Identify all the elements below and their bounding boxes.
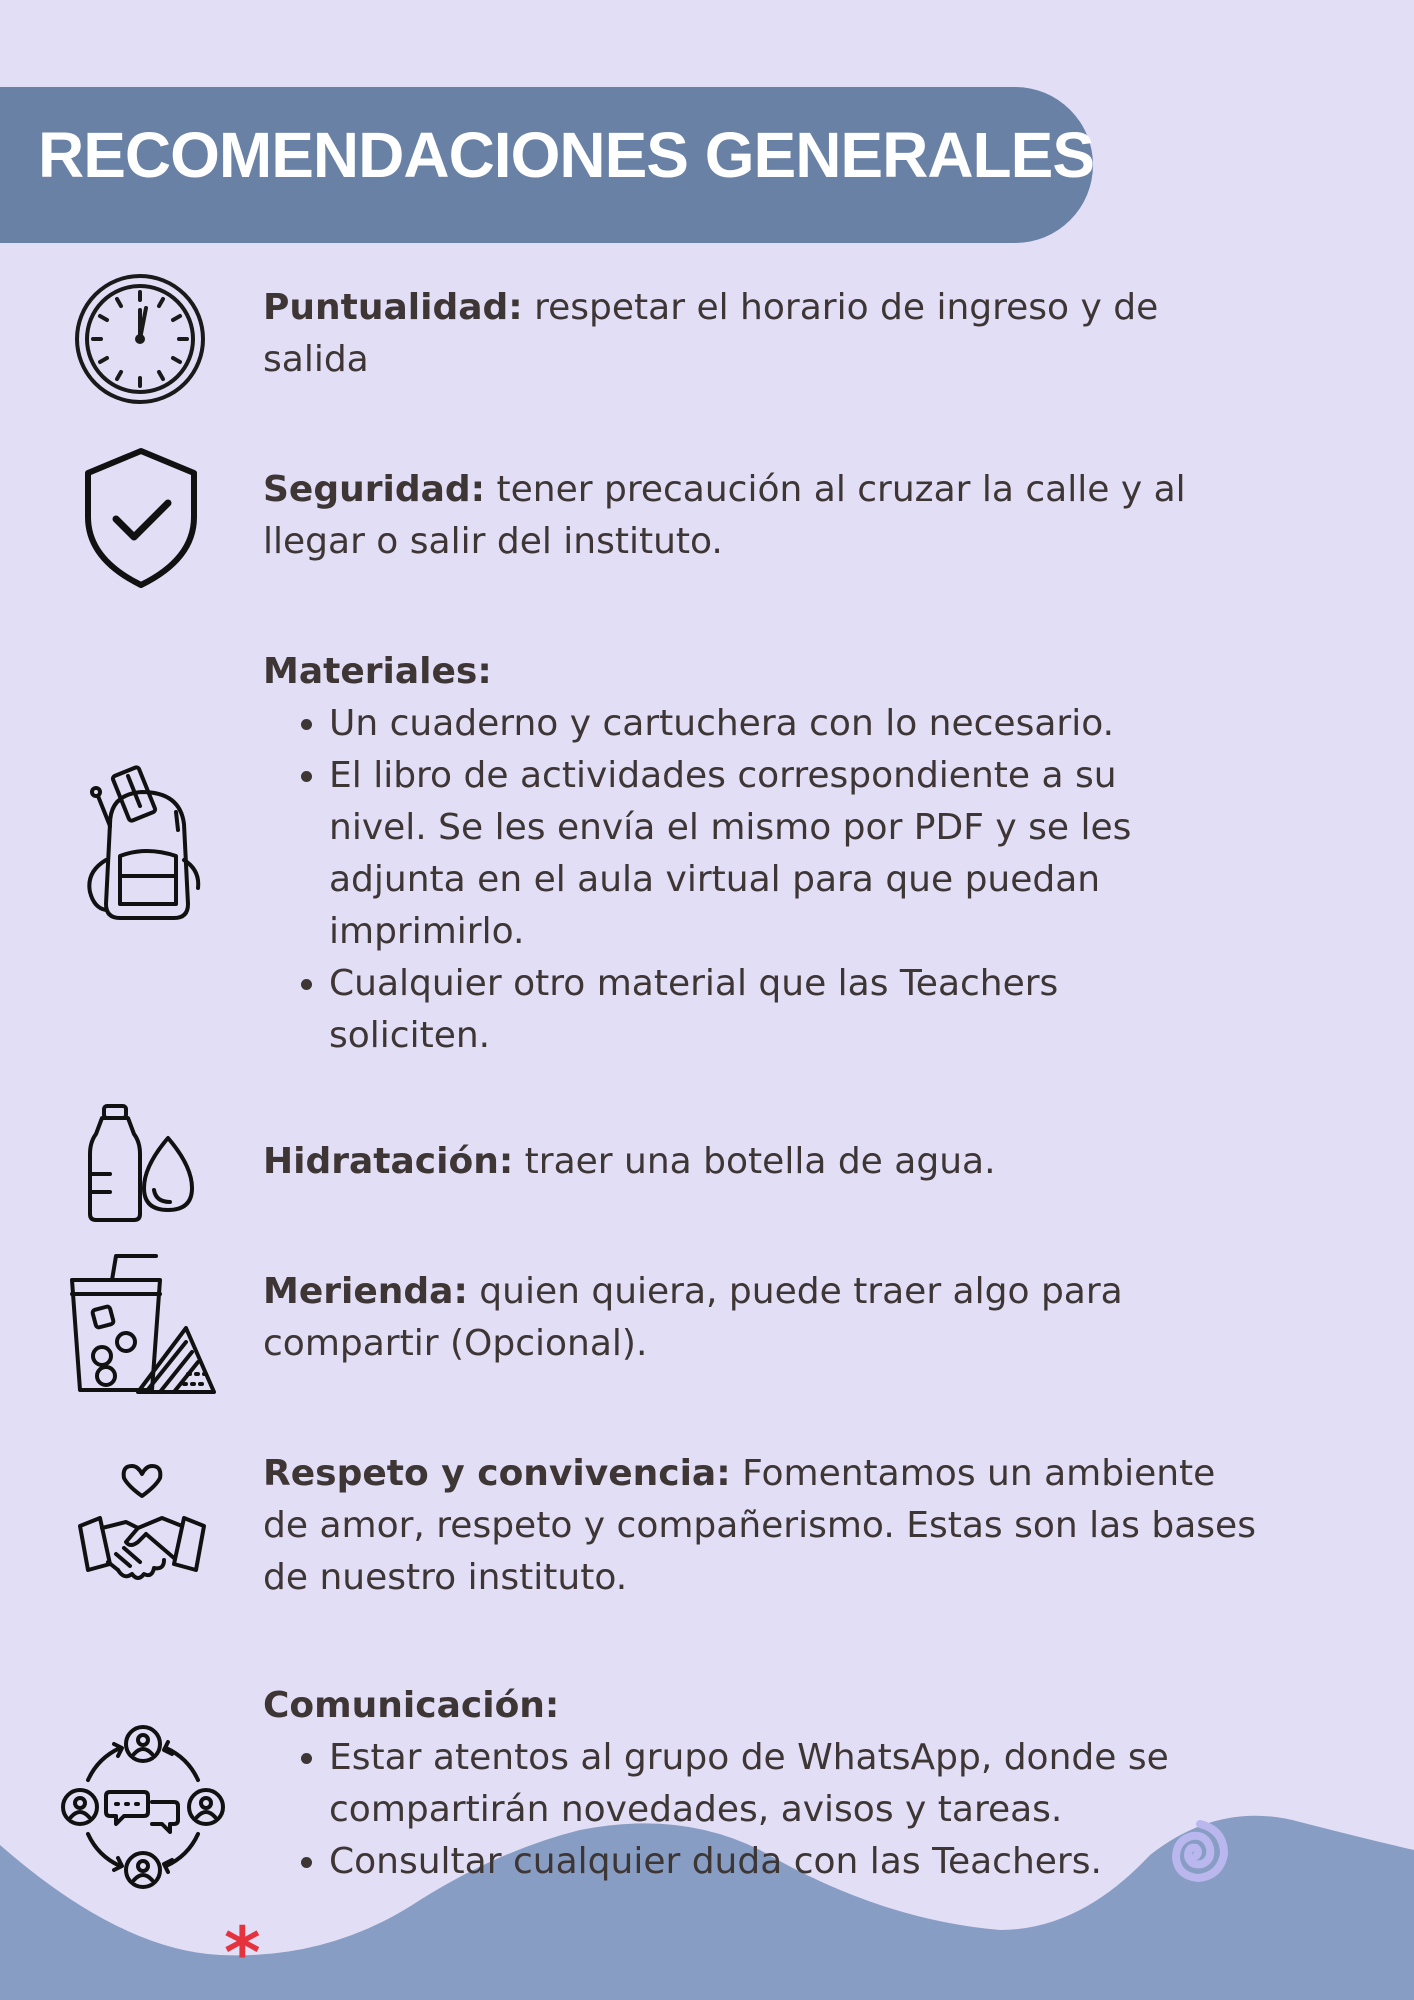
item-label: Respeto y convivencia:: [263, 1453, 731, 1494]
clock-icon: [73, 272, 207, 406]
item-text: Fomentamos un ambiente de amor, respeto y compañerismo. Estas son las bases de nuestro instituto.: [263, 1453, 1256, 1598]
list-item-materiales: [263, 646, 1263, 1062]
water-bottle-icon: [88, 1104, 196, 1222]
item-label: Comunicación:: [263, 1685, 560, 1726]
handshake-heart-icon: [78, 1464, 206, 1594]
item-text: tener precaución al cruzar la calle y al llegar o salir del instituto.: [263, 469, 1186, 562]
list-item-puntualidad: [263, 282, 1263, 386]
bullet-item: • Un cuaderno y cartuchera con lo necesario.: [329, 698, 1263, 750]
item-label: Seguridad:: [263, 469, 486, 510]
bullet-list: [263, 698, 1263, 1062]
item-label: Puntualidad:: [263, 287, 523, 328]
item-text: quien quiera, puede traer algo para compartir (Opcional).: [263, 1271, 1123, 1364]
list-item-comunicacion: [263, 1680, 1263, 1888]
item-text: respetar el horario de ingreso y de salida: [263, 287, 1159, 380]
bullet-item: • Cualquier otro material que las Teachers soliciten.: [329, 958, 1149, 1062]
shield-check-icon: [82, 447, 200, 589]
bullet-item: • El libro de actividades correspondiente a su nivel. Se les envía el mismo por PDF y se les adjunta en el aula virtual para que puedan imprimirlo.: [329, 750, 1209, 958]
bullet-item: • Estar atentos al grupo de WhatsApp, donde se compartirán novedades, avisos y tareas.: [329, 1732, 1249, 1836]
list-item-respeto: [263, 1448, 1263, 1604]
list-item-seguridad: [263, 464, 1263, 568]
item-label: Merienda:: [263, 1271, 468, 1312]
item-label: Hidratación:: [263, 1141, 514, 1182]
spiral-icon: [1160, 1818, 1232, 1894]
communication-icon: [58, 1722, 228, 1892]
snack-drink-icon: [68, 1250, 216, 1396]
bullet-item: • Consultar cualquier duda con las Teachers.: [329, 1836, 1263, 1888]
item-label: Materiales:: [263, 651, 492, 692]
page-title: RECOMENDACIONES GENERALES: [38, 119, 1094, 191]
asterisk-icon: *: [224, 1912, 261, 1994]
list-item-hidratacion: [263, 1136, 1263, 1188]
list-item-merienda: [263, 1266, 1263, 1370]
backpack-icon: [80, 764, 206, 924]
bullet-list: [263, 1732, 1263, 1888]
item-text: traer una botella de agua.: [513, 1141, 996, 1182]
